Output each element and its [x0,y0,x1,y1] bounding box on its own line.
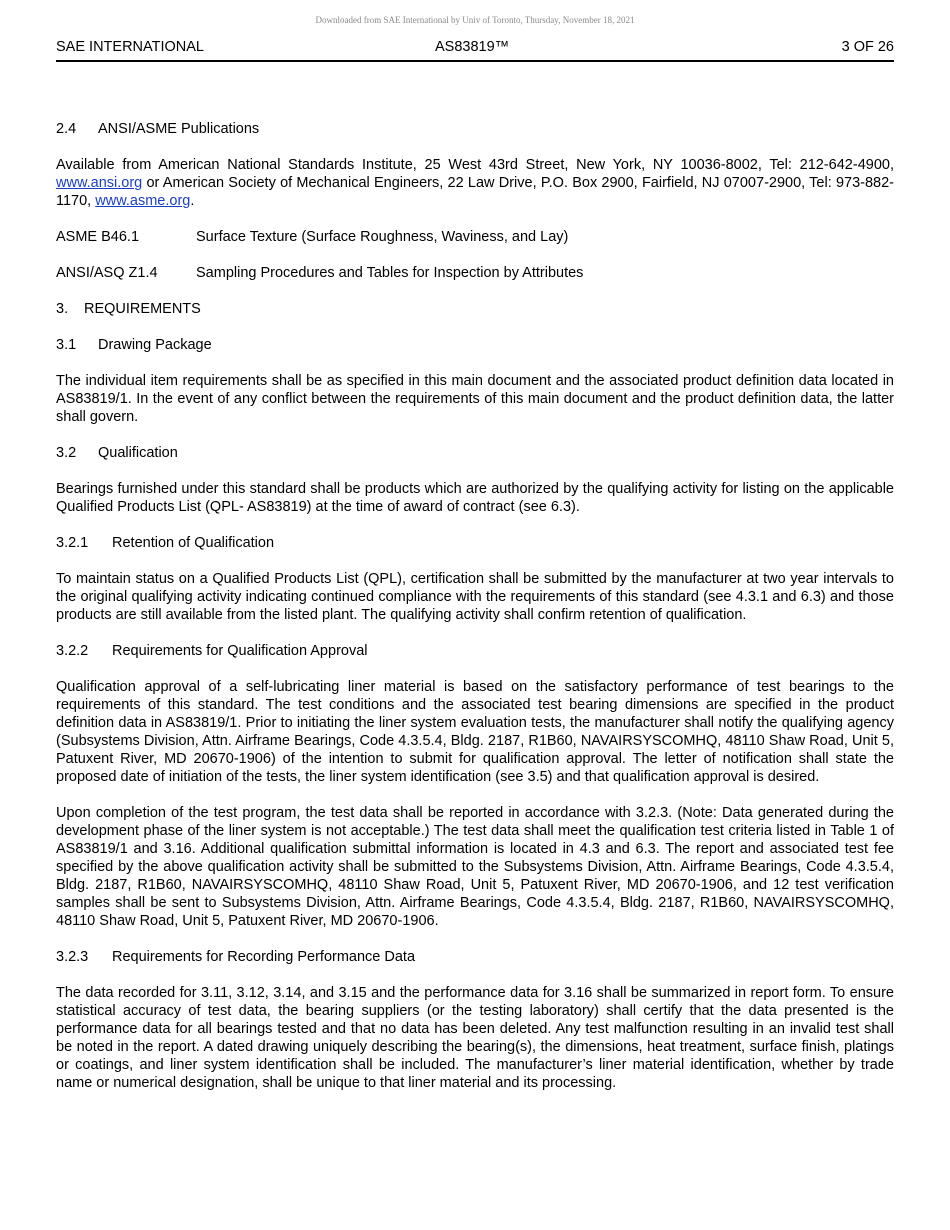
reference-code: ANSI/ASQ Z1.4 [56,265,158,281]
section-number: 3.2 [56,445,77,461]
asme-link[interactable]: www.asme.org [95,193,191,209]
header-page-number: 3 OF 26 [841,39,894,55]
section-title: Qualification [98,445,178,461]
section-number: 3.1 [56,337,77,353]
header-organization: SAE INTERNATIONAL [56,39,204,55]
section-3-2-text: Bearings furnished under this standard shall be products which are authorized by the qualifying activity for listing on the applicable Qualified Products List (QPL- AS83819) at the time of award of contract (see 6.3). [56,481,894,515]
document-body [56,120,894,1110]
section-3-2-1-heading [56,534,894,552]
section-2-4-heading [56,120,894,138]
section-3-2-heading [56,444,894,462]
section-3-2-3-heading [56,948,894,966]
section-title: Requirements for Recording Performance Data [112,949,416,965]
section-3-2-2-text-1: Qualification approval of a self-lubricating liner material is based on the satisfactory performance of test bearings to the requirements of this standard. The test conditions and the associated test bearing dimensions are specified in the product definition data in AS83819/1. Prior to initiating the liner system evaluation tests, the manufacturer shall notify the qualifying agency (Subsystems Division, Attn. Airframe Bearings, Code 4.3.5.4, Bldg. 2187, R1B60, NAVAIRSYSCOMHQ, 48110 Shaw Road, Unit 5, Patuxent River, MD 20670-1906) of the intention to submit for qualification approval. The letter of notification shall state the proposed date of initiation of the tests, the liner system identification (see 3.5) and that qualification approval is desired. [56,679,894,785]
reference-ansi-asq-z1-4 [56,264,894,282]
page-header [56,38,894,62]
section-number: 3. [56,301,69,317]
download-watermark: Downloaded from SAE International by Univ of Toronto, Thursday, November 18, 2021 [315,15,635,25]
reference-title: Surface Texture (Surface Roughness, Waviness, and Lay) [196,229,569,245]
availability-text-2: or American Society of Mechanical Engineers, 22 Law Drive, P.O. Box 2900, Fairfield, NJ 07007-2900, Tel: 973-882-1170, [56,175,894,209]
section-number: 3.2.1 [56,535,89,551]
section-title: Drawing Package [98,337,212,353]
section-3-2-3-text: The data recorded for 3.11, 3.12, 3.14, and 3.15 and the performance data for 3.16 shall be summarized in report form. To ensure statistical accuracy of test data, the bearing suppliers (or the testing laboratory) shall certify that the data presented is the performance data for all bearings tested and that no data has been deleted. Any test malfunction resulting in an invalid test shall be noted in the report. A dated drawing uniquely describing the bearing(s), the dimensions, heat treatment, surface finish, platings or coatings, and liner system identification shall be included. The manufacturer’s liner material identification, whether by trade name or numerical designation, shall be unique to that liner material and its processing. [56,985,894,1091]
section-number: 3.2.2 [56,643,89,659]
reference-title: Sampling Procedures and Tables for Inspection by Attributes [196,265,584,281]
availability-text-3: . [190,193,195,209]
reference-code: ASME B46.1 [56,229,140,245]
section-title: Retention of Qualification [112,535,275,551]
section-3-2-1-text: To maintain status on a Qualified Products List (QPL), certification shall be submitted by the manufacturer at two year intervals to the original qualifying activity indicating continued compliance with the requirements of this standard (see 4.3.1 and 6.3) and those products are still available from the listed plant. The qualifying activity shall confirm retention of qualification. [56,571,894,623]
availability-paragraph [56,156,894,210]
section-title: ANSI/ASME Publications [98,121,260,137]
section-number: 3.2.3 [56,949,89,965]
section-title: Requirements for Qualification Approval [112,643,368,659]
section-3-2-2-heading [56,642,894,660]
availability-text-1: Available from American National Standards Institute, 25 West 43rd Street, New York, NY 10036-8002, Tel: 212-642-4900, [56,157,894,173]
section-3-heading [56,300,894,318]
section-number: 2.4 [56,121,77,137]
header-document-id: AS83819™ [435,39,510,55]
section-3-1-heading [56,336,894,354]
ansi-link[interactable]: www.ansi.org [56,175,143,191]
reference-asme-b46-1 [56,228,894,246]
section-3-2-2-text-2: Upon completion of the test program, the test data shall be reported in accordance with 3.2.3. (Note: Data generated during the development phase of the liner system is not acceptable.) The test data shall meet the qualification test criteria listed in Table 1 of AS83819/1 and 3.16. Additional qualification submittal information is located in 4.3 and 6.3. The report and associated test fee specified by the above qualification activity shall be submitted to the Subsystems Division, Attn. Airframe Bearings, Code 4.3.5.4, Bldg. 2187, R1B60, NAVAIRSYSCOMHQ, 48110 Shaw Road, Unit 5, Patuxent River, MD 20670-1906, and 12 test verification samples shall be sent to Subsystems Division, Attn. Airframe Bearings, Code 4.3.5.4, Bldg. 2187, R1B60, NAVAIRSYSCOMHQ, 48110 Shaw Road, Unit 5, Patuxent River, MD 20670-1906. [56,805,894,929]
section-title: REQUIREMENTS [84,301,201,317]
section-3-1-text: The individual item requirements shall be as specified in this main document and the associated product definition data located in AS83819/1. In the event of any conflict between the requirements of this main document and the product definition data, the latter shall govern. [56,373,894,425]
